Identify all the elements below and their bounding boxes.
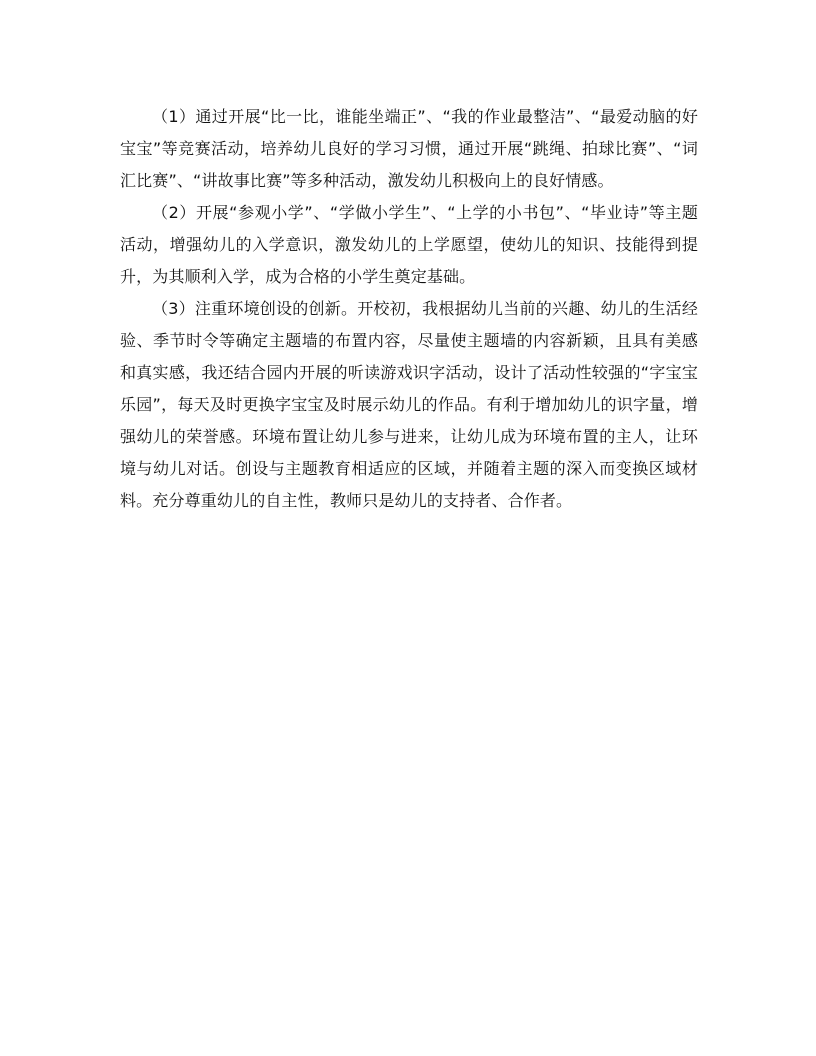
document-body [120,101,698,517]
paragraph-1: （1）通过开展“比一比，谁能坐端正”、“我的作业最整洁”、“最爱动脑的好宝宝”等竞赛活动，培养幼儿良好的学习习惯，通过开展“跳绳、拍球比赛”、“词汇比赛”、“讲故事比赛”等多种活动，激发幼儿积极向上的良好情感。 [120,107,698,190]
paragraph-2: （2）开展“参观小学”、“学做小学生”、“上学的小书包”、“毕业诗”等主题活动，增强幼儿的入学意识，激发幼儿的上学愿望，使幼儿的知识、技能得到提升，为其顺利入学，成为合格的小学生奠定基础。 [120,203,698,286]
paragraph-3: （3）注重环境创设的创新。开校初，我根据幼儿当前的兴趣、幼儿的生活经验、季节时令等确定主题墙的布置内容，尽量使主题墙的内容新颖，且具有美感和真实感，我还结合园内开展的听读游戏识字活动，设计了活动性较强的“字宝宝乐园”，每天及时更换字宝宝及时展示幼儿的作品。有利于增加幼儿的识字量，增强幼儿的荣誉感。环境布置让幼儿参与进来，让幼儿成为环境布置的主人，让环境与幼儿对话。创设与主题教育相适应的区域，并随着主题的深入而变换区域材料。充分尊重幼儿的自主性，教师只是幼儿的支持者、合作者。 [120,299,698,510]
